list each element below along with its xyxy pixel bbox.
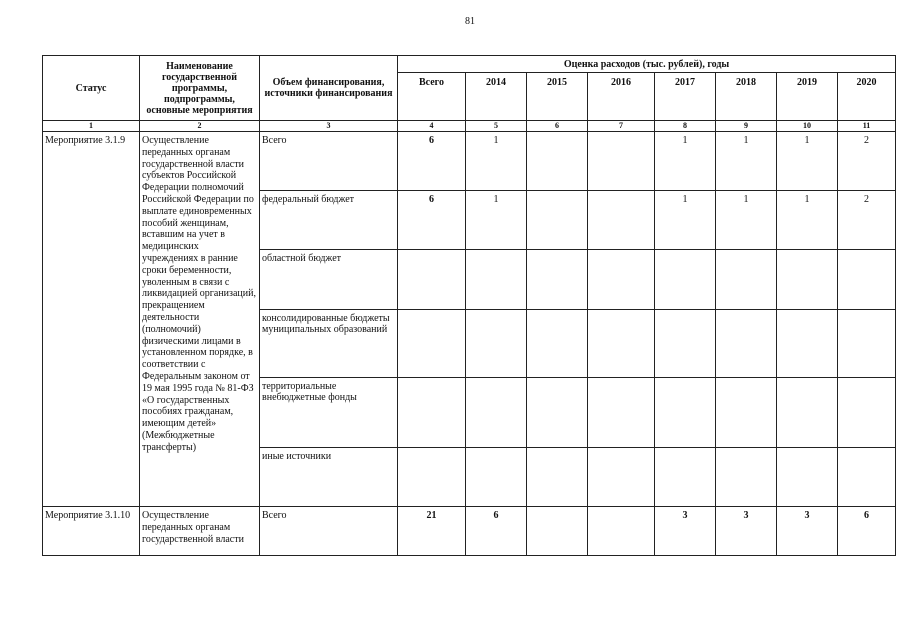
value-cell [527, 132, 588, 191]
column-number: 1 [43, 121, 140, 132]
value-cell: 1 [777, 132, 838, 191]
value-cell [655, 448, 716, 507]
header-name: Наименование государственной программы, подпрограммы, основные мероприятия [140, 56, 260, 121]
value-cell: 1 [716, 132, 777, 191]
row-name: Осуществление переданных органам государственной власти субъектов Российской Федерации полномочий Российской Федерации по выплате единовременных пособий женщинам, вставшим на учет в медицинских учреждениях в ранние сроки беременности, уволенным в связи с ликвидацией организаций, прекращением деятельности (полномочий) физическими лицами в установленном порядке, в соответствии с Федеральным законом от 19 мая 1995 года № 81-ФЗ «О государственных пособиях гражданам, имеющим детей» (Межбюджетные трансферты) [140, 132, 260, 507]
column-number: 9 [716, 121, 777, 132]
header-financing: Объем финансирования, источники финансирования [260, 56, 398, 121]
value-cell [588, 310, 655, 378]
header-year-2014: 2014 [466, 73, 527, 121]
value-cell [398, 448, 466, 507]
value-cell [588, 250, 655, 310]
value-cell [527, 310, 588, 378]
value-cell [588, 191, 655, 250]
value-cell [716, 448, 777, 507]
value-cell [838, 378, 896, 448]
column-number: 11 [838, 121, 896, 132]
value-cell [777, 378, 838, 448]
table-row [43, 507, 896, 556]
value-cell [527, 250, 588, 310]
value-cell [838, 448, 896, 507]
row-name: Осуществление переданных органам государственной власти [140, 507, 260, 556]
value-cell: 1 [466, 132, 527, 191]
value-cell [655, 250, 716, 310]
value-cell [466, 310, 527, 378]
value-cell [527, 191, 588, 250]
value-cell: 3 [655, 507, 716, 556]
column-number: 7 [588, 121, 655, 132]
source-label: территориальные внебюджетные фонды [260, 378, 398, 448]
value-cell [838, 250, 896, 310]
expenditure-table [42, 55, 896, 556]
value-cell [716, 310, 777, 378]
value-cell [466, 250, 527, 310]
value-cell [398, 310, 466, 378]
source-label: Всего [260, 132, 398, 191]
column-number: 2 [140, 121, 260, 132]
value-cell [527, 507, 588, 556]
value-cell [466, 378, 527, 448]
value-cell: 2 [838, 132, 896, 191]
header-year-2020: 2020 [838, 73, 896, 121]
source-label: Всего [260, 507, 398, 556]
header-status: Статус [43, 56, 140, 121]
value-cell: 3 [716, 507, 777, 556]
value-cell: 2 [838, 191, 896, 250]
value-cell [588, 132, 655, 191]
value-cell [527, 448, 588, 507]
value-cell [655, 378, 716, 448]
value-cell [398, 250, 466, 310]
value-cell: 1 [716, 191, 777, 250]
row-status: Мероприятие 3.1.9 [43, 132, 140, 507]
value-cell [777, 310, 838, 378]
value-cell [527, 378, 588, 448]
column-number: 3 [260, 121, 398, 132]
source-label: федеральный бюджет [260, 191, 398, 250]
value-cell [588, 448, 655, 507]
header-estimate: Оценка расходов (тыс. рублей), годы [398, 56, 896, 73]
value-cell: 1 [466, 191, 527, 250]
column-number: 4 [398, 121, 466, 132]
value-cell [777, 250, 838, 310]
value-cell [466, 448, 527, 507]
value-cell: 1 [777, 191, 838, 250]
source-label: областной бюджет [260, 250, 398, 310]
value-cell: 1 [655, 191, 716, 250]
value-cell [777, 448, 838, 507]
value-cell: 6 [398, 191, 466, 250]
header-year-2019: 2019 [777, 73, 838, 121]
column-numbers-row [43, 121, 896, 132]
row-status: Мероприятие 3.1.10 [43, 507, 140, 556]
column-number: 8 [655, 121, 716, 132]
value-cell: 21 [398, 507, 466, 556]
header-year-total: Всего [398, 73, 466, 121]
header-year-2016: 2016 [588, 73, 655, 121]
page-number: 81 [465, 16, 475, 27]
value-cell [588, 378, 655, 448]
value-cell: 6 [838, 507, 896, 556]
header-year-2017: 2017 [655, 73, 716, 121]
column-number: 5 [466, 121, 527, 132]
value-cell: 6 [466, 507, 527, 556]
header-year-2018: 2018 [716, 73, 777, 121]
value-cell [716, 378, 777, 448]
source-label: иные источники [260, 448, 398, 507]
value-cell [716, 250, 777, 310]
value-cell [655, 310, 716, 378]
value-cell: 3 [777, 507, 838, 556]
value-cell: 6 [398, 132, 466, 191]
source-label: консолидированные бюджеты муниципальных образований [260, 310, 398, 378]
column-number: 10 [777, 121, 838, 132]
value-cell [838, 310, 896, 378]
value-cell: 1 [655, 132, 716, 191]
table-row [43, 132, 896, 191]
header-year-2015: 2015 [527, 73, 588, 121]
value-cell [588, 507, 655, 556]
column-number: 6 [527, 121, 588, 132]
value-cell [398, 378, 466, 448]
